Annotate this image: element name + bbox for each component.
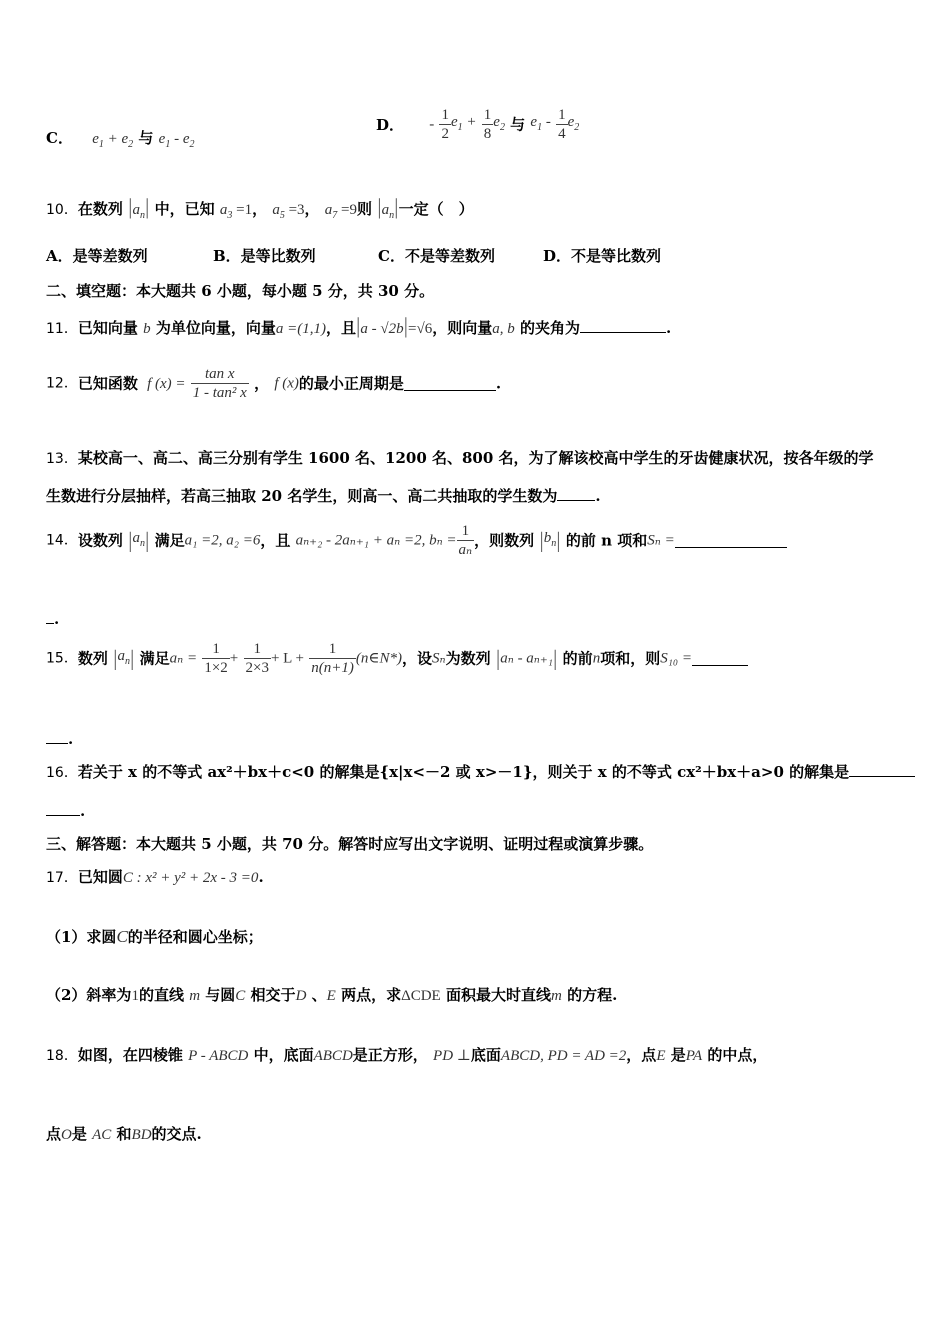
q15-stem: 15．数列 $|a_n|$ 满足aₙ = $\frac{1}{1\times 2}$ + $\frac{1}{2\times 3}$ + L + $\frac{1}{n(n+1)}$ (n∈N*)，设Sₙ为数列 |aₙ - aₙ₊₁| 的前n项和，则S₁₀ = <box>46 640 748 677</box>
q15-frac-3: $\frac{1}{n(n+1)}$ <box>311 641 354 676</box>
q17-part-1: （1）求圆C的半径和圆心坐标； <box>46 927 263 946</box>
q16-end: . <box>46 801 85 821</box>
q10-option-d: D．不是等比数列 <box>543 247 662 265</box>
q9-option-c: C． $e_1 + e_2$ 与 $e_1 - e_2$ <box>46 129 195 150</box>
q15-frac-2: $\frac{1}{2\times 3}$ <box>245 641 269 676</box>
q18-line-2: 点O是 AC 和BD的交点. <box>46 1125 202 1143</box>
section-heading-fill-in: 二、填空题：本大题共 6 小题，每小题 5 分，共 30 分。 <box>46 282 435 300</box>
q14-stem: 14．设数列 $|a_n|$ 满足a₁ =2, a₂ =6，且 aₙ₊₂ - 2aₙ₊₁ + aₙ =2, bₙ = $\frac{1}{\text{aₙ}}$ ，则数列 $|b_n|$ 的前 n 项和Sₙ = <box>46 522 787 559</box>
answer-blank[interactable] <box>692 651 748 666</box>
q12-fraction: $\frac{\text{tan x}}{\text{1 - tan² x}}$ <box>192 366 247 401</box>
q9-c-expr-2: $e_1 - e_2$ <box>158 131 195 150</box>
q9-option-d: D． - $\frac{1}{2}$ $e_1$ + $\frac{1}{8}$ $e_2$ 与 $e_1$ - $\frac{1}{4}$ $e_2$ <box>376 107 580 142</box>
q15-frac-1: $\frac{1}{1\times 2}$ <box>204 641 228 676</box>
q10-option-b: B．是等比数列 <box>213 247 316 265</box>
q13-line-2: 生数进行分层抽样，若高三抽取 20 名学生，则高一、高二共抽取的学生数为 . <box>46 487 601 505</box>
q17-stem: 17．已知圆C : x² + y² + 2x - 3 =0. <box>46 868 264 886</box>
q17-part-2: （2）斜率为1的直线 m 与圆C 相交于D 、E 两点，求ΔCDE 面积最大时直线m 的方程. <box>46 986 618 1004</box>
q9-c-expr-1: $e_1 + e_2$ <box>92 131 134 150</box>
q18-line-1: 18．如图，在四棱锥 P - ABCD 中，底面ABCD是正方形， PD ⊥底面ABCD, PD = AD =2，点E 是PA 的中点， <box>46 1046 768 1064</box>
q13-line-1: 13．某校高一、高二、高三分别有学生 1600 名、1200 名、800 名，为了解该校高中学生的牙齿健康状况，按各年级的学 <box>46 449 874 467</box>
q16-stem: 16．若关于 x 的不等式 ax²＋bx＋c<0 的解集是{x|x<－2 或 x>－1}，则关于 x 的不等式 cx²＋bx＋a>0 的解集是 <box>46 762 915 783</box>
answer-blank[interactable] <box>849 762 915 777</box>
question-number: 10． <box>46 202 78 218</box>
answer-blank[interactable] <box>675 533 787 548</box>
q12-stem: 12．已知函数 f (x) = $\frac{\text{tan x}}{\text{1 - tan² x}}$ ， f (x)的最小正周期是 . <box>46 366 502 401</box>
q11-stem: 11．已知向量 b 为单位向量，向量a =(1,1)，且|a - √2b|=√6，则向量a, b 的夹角为 . <box>46 313 672 338</box>
q10-option-c: C．不是等差数列 <box>378 247 495 265</box>
section-heading-solutions: 三、解答题：本大题共 5 小题，共 70 分。解答时应写出文字说明、证明过程或演算步骤。 <box>46 835 654 853</box>
q10-stem: 10．在数列 $|a_n|$ 中，已知 $a_3 =1$， $a_5 =3$， $a_7 =9$则 $|a_n|$一定（ ） <box>46 194 474 221</box>
q10-option-a: A．是等差数列 <box>46 247 148 265</box>
answer-blank[interactable] <box>404 376 496 391</box>
q14-fraction: $\frac{1}{\text{aₙ}}$ <box>458 523 473 558</box>
q9-d-frac-1: $\frac{1}{2}$ <box>441 107 449 142</box>
q15-end: . <box>46 729 73 749</box>
q9-d-frac-3: $\frac{1}{4}$ <box>558 107 566 142</box>
q14-end: . <box>46 609 59 629</box>
answer-blank[interactable] <box>557 486 595 501</box>
answer-blank[interactable] <box>580 318 666 333</box>
q9-d-frac-2: $\frac{1}{8}$ <box>483 107 492 142</box>
